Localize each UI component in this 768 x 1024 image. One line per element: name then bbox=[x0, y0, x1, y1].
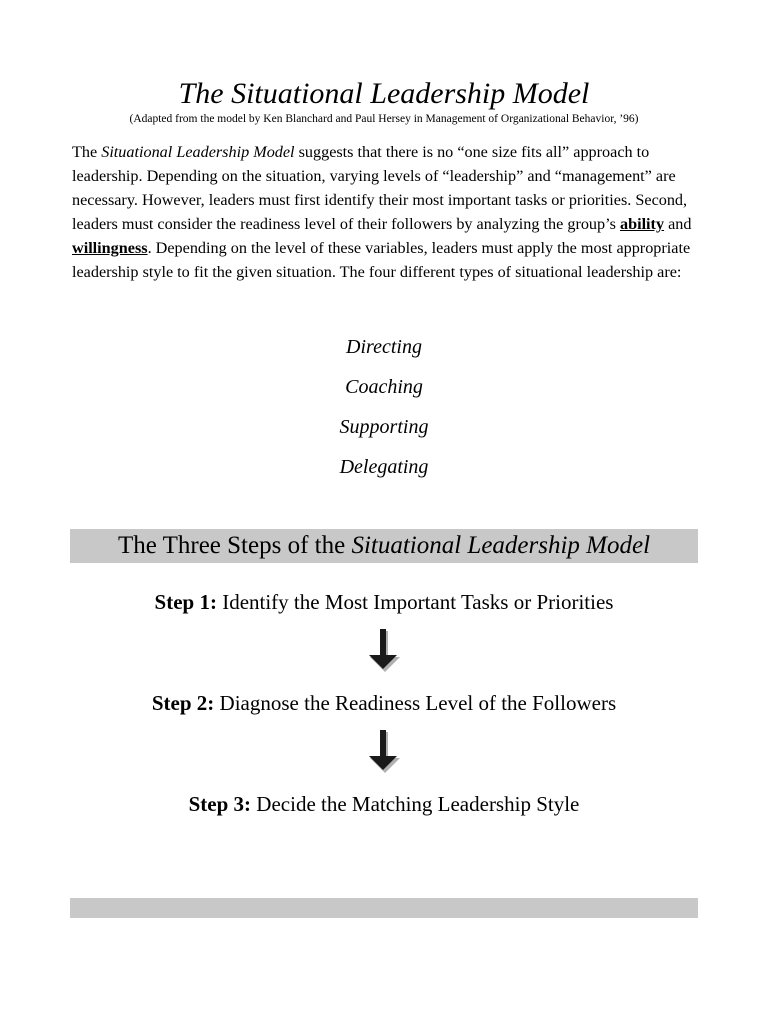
step-1-text: Identify the Most Important Tasks or Priorities bbox=[222, 590, 614, 614]
banner-prefix: The Three Steps of the bbox=[117, 532, 352, 559]
step-2 bbox=[0, 690, 768, 716]
down-arrow-icon bbox=[366, 629, 402, 673]
banner-model-name: Situational Leadership Model bbox=[351, 532, 651, 559]
page-title: The Situational Leadership Model bbox=[178, 77, 590, 110]
style-delegating: Delegating bbox=[339, 456, 429, 478]
step-3 bbox=[0, 791, 768, 817]
step-2-label: Step 2: bbox=[151, 691, 215, 715]
style-coaching: Coaching bbox=[345, 376, 423, 398]
leadership-styles-list bbox=[0, 334, 768, 494]
intro-text-1: The bbox=[72, 143, 102, 161]
style-directing: Directing bbox=[346, 336, 422, 358]
intro-text-4: . Depending on the level of these variables, leaders must apply the most appropriate leadership style to fit the given situation. The four different types of situational leadership are: bbox=[72, 239, 691, 281]
intro-text-2: suggests that there is no “one size fits all” approach to leadership. Depending on the situation, varying levels of “leadership” and “management” are necessary. However, leaders must first identify their most important tasks or priorities. Second, leaders must consider the readiness level of their followers by analyzing the group’s bbox=[72, 143, 688, 233]
intro-text-3: and bbox=[664, 215, 692, 233]
footer-divider-bar bbox=[70, 898, 698, 918]
intro-paragraph bbox=[72, 140, 702, 284]
step-2-text: Diagnose the Readiness Level of the Followers bbox=[219, 691, 617, 715]
style-supporting: Supporting bbox=[339, 416, 429, 438]
step-3-text: Decide the Matching Leadership Style bbox=[256, 792, 580, 816]
intro-willingness: willingness bbox=[72, 239, 148, 257]
intro-model-name: Situational Leadership Model bbox=[101, 143, 295, 161]
subtitle: (Adapted from the model by Ken Blanchard and Paul Hersey in Management of Organizational Behavior, ’96) bbox=[129, 113, 639, 125]
steps-section-banner bbox=[70, 529, 698, 563]
step-3-label: Step 3: bbox=[188, 792, 252, 816]
intro-ability: ability bbox=[619, 215, 665, 233]
step-1-label: Step 1: bbox=[154, 590, 217, 614]
down-arrow-icon bbox=[366, 730, 402, 774]
step-1 bbox=[0, 589, 768, 615]
